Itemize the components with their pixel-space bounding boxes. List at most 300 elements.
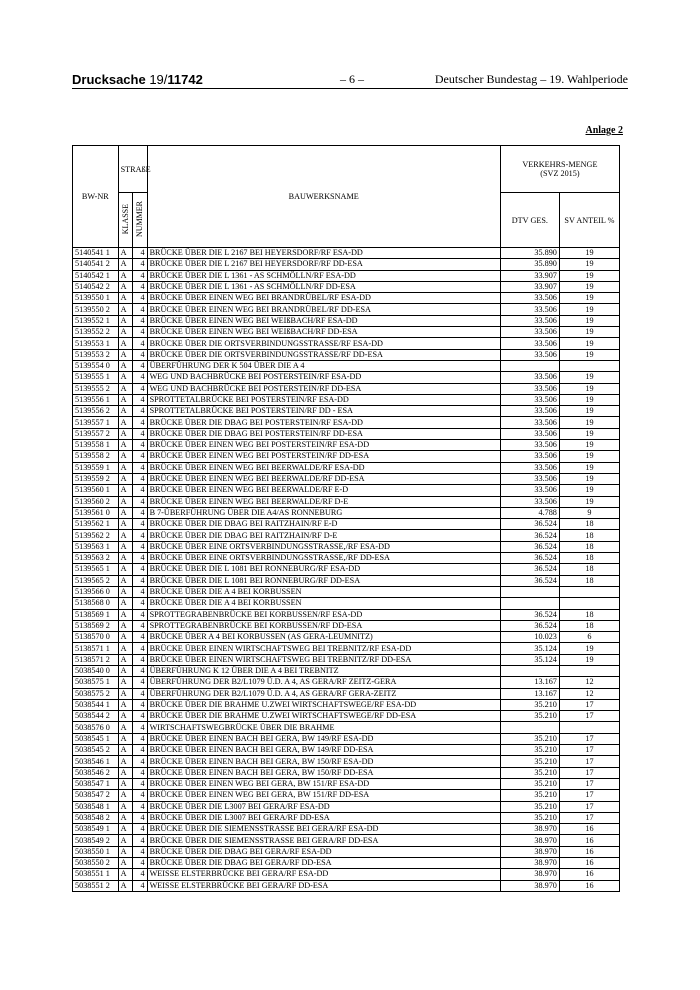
klasse-cell: A xyxy=(118,824,133,835)
dtv-cell: 36.524 xyxy=(500,564,559,575)
table-row xyxy=(73,801,620,812)
dtv-cell: 10.023 xyxy=(500,632,559,643)
bauwerksname-cell: ÜBERFÜHRUNG DER B2/L1079 Ü.D. A 4, AS GERA/RF GERA-ZEITZ xyxy=(147,688,500,699)
bw-nr-cell: 5139561 0 xyxy=(73,507,119,518)
dtv-cell: 33.506 xyxy=(500,383,559,394)
bw-nr-cell: 5139563 1 xyxy=(73,541,119,552)
klasse-cell: A xyxy=(118,519,133,530)
sv-anteil-cell: 19 xyxy=(559,654,619,665)
dtv-cell: 33.506 xyxy=(500,327,559,338)
sv-anteil-cell: 17 xyxy=(559,790,619,801)
table-row xyxy=(73,553,620,564)
bauwerksname-cell: BRÜCKE ÜBER DIE L 2167 BEI HEYERSDORF/RF DD-ESA xyxy=(147,259,500,270)
sv-anteil-cell: 19 xyxy=(559,643,619,654)
bw-nr-cell: 5139565 1 xyxy=(73,564,119,575)
table-row xyxy=(73,417,620,428)
bw-nr-cell: 5138569 2 xyxy=(73,620,119,631)
nummer-cell: 4 xyxy=(133,711,148,722)
header-rule xyxy=(72,88,628,89)
dtv-cell: 35.210 xyxy=(500,801,559,812)
nummer-cell: 4 xyxy=(133,349,148,360)
table-row xyxy=(73,620,620,631)
klasse-cell: A xyxy=(118,553,133,564)
bauwerksname-cell: ÜBERFÜHRUNG DER B2/L1079 Ü.D. A 4, AS GERA/RF ZEITZ-GERA xyxy=(147,677,500,688)
nummer-cell: 4 xyxy=(133,417,148,428)
klasse-cell: A xyxy=(118,417,133,428)
nummer-cell: 4 xyxy=(133,485,148,496)
nummer-cell: 4 xyxy=(133,259,148,270)
bauwerksname-cell: BRÜCKE ÜBER EINEN BACH BEI GERA, BW 149/RF ESA-DD xyxy=(147,733,500,744)
klasse-cell: A xyxy=(118,541,133,552)
bauwerksname-cell: BRÜCKE ÜBER EINEN WEG BEI POSTERSTEIN/RF ESA-DD xyxy=(147,440,500,451)
sv-anteil-cell: 19 xyxy=(559,440,619,451)
klasse-cell: A xyxy=(118,428,133,439)
klasse-cell: A xyxy=(118,801,133,812)
bw-nr-cell: 5139558 1 xyxy=(73,440,119,451)
nummer-cell: 4 xyxy=(133,880,148,891)
klasse-cell: A xyxy=(118,564,133,575)
nummer-cell: 4 xyxy=(133,315,148,326)
bauwerksname-cell: BRÜCKE ÜBER DIE L3007 BEI GERA/RF DD-ESA xyxy=(147,812,500,823)
klasse-cell: A xyxy=(118,270,133,281)
nummer-cell: 4 xyxy=(133,609,148,620)
bw-nr-cell: 5139550 1 xyxy=(73,293,119,304)
dtv-cell: 33.506 xyxy=(500,372,559,383)
nummer-cell: 4 xyxy=(133,756,148,767)
bw-nr-cell: 5038548 1 xyxy=(73,801,119,812)
dtv-cell: 33.506 xyxy=(500,417,559,428)
bauwerksname-cell: BRÜCKE ÜBER EINEN WEG BEI WEIßBACH/RF ESA-DD xyxy=(147,315,500,326)
bauwerksname-cell: BRÜCKE ÜBER EINEN WEG BEI BRANDRÜBEL/RF ESA-DD xyxy=(147,293,500,304)
sv-anteil-cell: 19 xyxy=(559,338,619,349)
klasse-cell: A xyxy=(118,440,133,451)
header-klasse-label: KLASSE xyxy=(120,203,130,235)
bauwerksname-cell: WEISSE ELSTERBRÜCKE BEI GERA/RF ESA-DD xyxy=(147,869,500,880)
bw-nr-cell: 5038544 1 xyxy=(73,699,119,710)
table-row xyxy=(73,304,620,315)
sv-anteil-cell: 16 xyxy=(559,858,619,869)
nummer-cell: 4 xyxy=(133,812,148,823)
table-row xyxy=(73,473,620,484)
bauwerksname-cell: BRÜCKE ÜBER EINEN WEG BEI GERA, BW 151/RF ESA-DD xyxy=(147,778,500,789)
bauwerksname-cell: BRÜCKE ÜBER DIE L 1361 - AS SCHMÖLLN/RF ESA-DD xyxy=(147,270,500,281)
header-verkehrsmenge xyxy=(500,146,619,193)
table-row xyxy=(73,835,620,846)
dtv-cell: 33.506 xyxy=(500,293,559,304)
table-row xyxy=(73,360,620,371)
bw-nr-cell: 5138571 2 xyxy=(73,654,119,665)
bw-nr-cell: 5139559 2 xyxy=(73,473,119,484)
klasse-cell: A xyxy=(118,733,133,744)
dtv-cell: 35.890 xyxy=(500,259,559,270)
bauwerksname-cell: BRÜCKE ÜBER DIE SIEMENSSTRASSE BEI GERA/RF ESA-DD xyxy=(147,824,500,835)
sv-anteil-cell: 18 xyxy=(559,553,619,564)
bw-nr-cell: 5139559 1 xyxy=(73,462,119,473)
table-row xyxy=(73,530,620,541)
bauwerksname-cell: BRÜCKE ÜBER EINEN WEG BEI BEERWALDE/RF D-E xyxy=(147,496,500,507)
bridge-table xyxy=(72,145,620,892)
nummer-cell: 4 xyxy=(133,360,148,371)
table-row xyxy=(73,496,620,507)
table-row xyxy=(73,722,620,733)
klasse-cell: A xyxy=(118,767,133,778)
table-row xyxy=(73,778,620,789)
dtv-cell: 33.506 xyxy=(500,406,559,417)
klasse-cell: A xyxy=(118,496,133,507)
bw-nr-cell: 5139555 2 xyxy=(73,383,119,394)
bauwerksname-cell: BRÜCKE ÜBER EINEN BACH BEI GERA, BW 149/RF DD-ESA xyxy=(147,745,500,756)
sv-anteil-cell: 19 xyxy=(559,485,619,496)
nummer-cell: 4 xyxy=(133,248,148,259)
klasse-cell: A xyxy=(118,778,133,789)
bauwerksname-cell: WIRTSCHAFTSWEGBRÜCKE ÜBER DIE BRAHME xyxy=(147,722,500,733)
nummer-cell: 4 xyxy=(133,304,148,315)
table-row xyxy=(73,643,620,654)
klasse-cell: A xyxy=(118,327,133,338)
bw-nr-cell: 5038551 1 xyxy=(73,869,119,880)
klasse-cell: A xyxy=(118,406,133,417)
dtv-cell: 35.210 xyxy=(500,711,559,722)
klasse-cell: A xyxy=(118,315,133,326)
table-row xyxy=(73,564,620,575)
klasse-cell: A xyxy=(118,281,133,292)
klasse-cell: A xyxy=(118,586,133,597)
table-row xyxy=(73,519,620,530)
bw-nr-cell: 5139550 2 xyxy=(73,304,119,315)
nummer-cell: 4 xyxy=(133,745,148,756)
dtv-cell: 36.524 xyxy=(500,530,559,541)
doc-prefix: Drucksache xyxy=(72,72,150,87)
table-row xyxy=(73,541,620,552)
table-row xyxy=(73,880,620,891)
dtv-cell: 35.890 xyxy=(500,248,559,259)
sv-anteil-cell: 19 xyxy=(559,372,619,383)
table-row xyxy=(73,733,620,744)
table-row xyxy=(73,575,620,586)
bauwerksname-cell: BRÜCKE ÜBER EINEN WEG BEI BEERWALDE/RF DD-ESA xyxy=(147,473,500,484)
header-sv: SV ANTEIL % xyxy=(559,193,619,248)
dtv-cell: 38.970 xyxy=(500,846,559,857)
bw-nr-cell: 5139560 1 xyxy=(73,485,119,496)
dtv-cell: 35.210 xyxy=(500,812,559,823)
nummer-cell: 4 xyxy=(133,586,148,597)
nummer-cell: 4 xyxy=(133,869,148,880)
bauwerksname-cell: ÜBERFÜHRUNG K 12 ÜBER DIE A 4 BEI TREBNITZ xyxy=(147,665,500,676)
dtv-cell xyxy=(500,598,559,609)
bw-nr-cell: 5140541 2 xyxy=(73,259,119,270)
dtv-cell: 35.210 xyxy=(500,699,559,710)
klasse-cell: A xyxy=(118,756,133,767)
sv-anteil-cell: 19 xyxy=(559,473,619,484)
bw-nr-cell: 5038575 1 xyxy=(73,677,119,688)
bauwerksname-cell: BRÜCKE ÜBER EINEN WEG BEI WEIßBACH/RF DD-ESA xyxy=(147,327,500,338)
bauwerksname-cell: BRÜCKE ÜBER DIE DBAG BEI POSTERSTEIN/RF DD-ESA xyxy=(147,428,500,439)
bauwerksname-cell: BRÜCKE ÜBER EINE ORTSVERBINDUNGSSTRASSE,/RF DD-ESA xyxy=(147,553,500,564)
nummer-cell: 4 xyxy=(133,462,148,473)
klasse-cell: A xyxy=(118,349,133,360)
dtv-cell: 38.970 xyxy=(500,835,559,846)
dtv-cell: 35.210 xyxy=(500,790,559,801)
sv-anteil-cell xyxy=(559,598,619,609)
sv-anteil-cell: 19 xyxy=(559,462,619,473)
bauwerksname-cell: BRÜCKE ÜBER DIE DBAG BEI RAITZHAIN/RF E-D xyxy=(147,519,500,530)
dtv-cell: 38.970 xyxy=(500,858,559,869)
table-row xyxy=(73,756,620,767)
header-dtv: DTV GES. xyxy=(500,193,559,248)
dtv-cell: 36.524 xyxy=(500,575,559,586)
dtv-cell xyxy=(500,360,559,371)
table-row xyxy=(73,598,620,609)
bauwerksname-cell: BRÜCKE ÜBER EINEN BACH BEI GERA, BW 150/RF ESA-DD xyxy=(147,756,500,767)
bw-nr-cell: 5139565 2 xyxy=(73,575,119,586)
dtv-cell: 13.167 xyxy=(500,688,559,699)
table-row xyxy=(73,428,620,439)
dtv-cell: 33.907 xyxy=(500,281,559,292)
sv-anteil-cell: 19 xyxy=(559,451,619,462)
table-row xyxy=(73,259,620,270)
bw-nr-cell: 5140542 1 xyxy=(73,270,119,281)
sv-anteil-cell: 19 xyxy=(559,315,619,326)
table-row xyxy=(73,451,620,462)
bauwerksname-cell: BRÜCKE ÜBER DIE DBAG BEI RAITZHAIN/RF D-E xyxy=(147,530,500,541)
table-row xyxy=(73,677,620,688)
klasse-cell: A xyxy=(118,304,133,315)
bw-nr-cell: 5038540 0 xyxy=(73,665,119,676)
bauwerksname-cell: BRÜCKE ÜBER EINEN BACH BEI GERA, BW 150/RF DD-ESA xyxy=(147,767,500,778)
klasse-cell: A xyxy=(118,722,133,733)
klasse-cell: A xyxy=(118,473,133,484)
dtv-cell: 33.506 xyxy=(500,315,559,326)
dtv-cell: 33.506 xyxy=(500,451,559,462)
bw-nr-cell: 5038550 1 xyxy=(73,846,119,857)
bauwerksname-cell: BRÜCKE ÜBER EINEN WIRTSCHAFTSWEG BEI TREBNITZ/RF DD-ESA xyxy=(147,654,500,665)
bauwerksname-cell: BRÜCKE ÜBER EINEN WEG BEI BRANDRÜBEL/RF DD-ESA xyxy=(147,304,500,315)
dtv-cell: 36.524 xyxy=(500,553,559,564)
nummer-cell: 4 xyxy=(133,688,148,699)
bw-nr-cell: 5139562 1 xyxy=(73,519,119,530)
table-body xyxy=(73,248,620,892)
nummer-cell: 4 xyxy=(133,496,148,507)
table-row xyxy=(73,293,620,304)
bauwerksname-cell: BRÜCKE ÜBER DIE DBAG BEI GERA/RF ESA-DD xyxy=(147,846,500,857)
nummer-cell: 4 xyxy=(133,428,148,439)
nummer-cell: 4 xyxy=(133,553,148,564)
bw-nr-cell: 5038549 2 xyxy=(73,835,119,846)
nummer-cell: 4 xyxy=(133,519,148,530)
table-row xyxy=(73,315,620,326)
sv-anteil-cell: 12 xyxy=(559,677,619,688)
dtv-cell: 33.506 xyxy=(500,462,559,473)
table-row xyxy=(73,688,620,699)
bw-nr-cell: 5140542 2 xyxy=(73,281,119,292)
dtv-cell: 33.506 xyxy=(500,496,559,507)
sv-anteil-cell: 18 xyxy=(559,620,619,631)
dtv-cell: 36.524 xyxy=(500,620,559,631)
dtv-cell: 33.506 xyxy=(500,349,559,360)
nummer-cell: 4 xyxy=(133,406,148,417)
nummer-cell: 4 xyxy=(133,654,148,665)
anlage-label: Anlage 2 xyxy=(585,125,623,136)
bw-nr-cell: 5139558 2 xyxy=(73,451,119,462)
bw-nr-cell: 5139557 2 xyxy=(73,428,119,439)
bw-nr-cell: 5138571 1 xyxy=(73,643,119,654)
klasse-cell: A xyxy=(118,643,133,654)
sv-anteil-cell: 17 xyxy=(559,767,619,778)
bw-nr-cell: 5139556 1 xyxy=(73,394,119,405)
sv-anteil-cell: 19 xyxy=(559,349,619,360)
table-row xyxy=(73,699,620,710)
dtv-cell: 35.210 xyxy=(500,767,559,778)
klasse-cell: A xyxy=(118,745,133,756)
dtv-cell: 33.506 xyxy=(500,394,559,405)
bw-nr-cell: 5139554 0 xyxy=(73,360,119,371)
page-number: – 6 – xyxy=(340,72,364,86)
dtv-cell: 35.124 xyxy=(500,654,559,665)
bauwerksname-cell: BRÜCKE ÜBER EINEN WEG BEI BEERWALDE/RF ESA-DD xyxy=(147,462,500,473)
klasse-cell: A xyxy=(118,620,133,631)
dtv-cell: 38.970 xyxy=(500,880,559,891)
header-nummer-label: NUMMER xyxy=(135,200,145,237)
table-row xyxy=(73,440,620,451)
klasse-cell: A xyxy=(118,360,133,371)
sv-anteil-cell: 17 xyxy=(559,812,619,823)
table-row xyxy=(73,609,620,620)
bauwerksname-cell: BRÜCKE ÜBER DIE DBAG BEI POSTERSTEIN/RF ESA-DD xyxy=(147,417,500,428)
table-row xyxy=(73,824,620,835)
table-row xyxy=(73,711,620,722)
sv-anteil-cell: 17 xyxy=(559,756,619,767)
nummer-cell: 4 xyxy=(133,473,148,484)
table-row xyxy=(73,632,620,643)
bauwerksname-cell: SPROTTETALBRÜCKE BEI POSTERSTEIN/RF DD - ESA xyxy=(147,406,500,417)
klasse-cell: A xyxy=(118,677,133,688)
dtv-cell: 38.970 xyxy=(500,824,559,835)
table-row xyxy=(73,485,620,496)
sv-anteil-cell: 16 xyxy=(559,824,619,835)
header-klasse xyxy=(118,193,133,248)
klasse-cell: A xyxy=(118,338,133,349)
klasse-cell: A xyxy=(118,699,133,710)
table-row xyxy=(73,406,620,417)
sv-anteil-cell: 19 xyxy=(559,496,619,507)
header-strasse: STRAßE xyxy=(118,146,147,193)
dtv-cell: 33.506 xyxy=(500,440,559,451)
bauwerksname-cell: SPROTTETALBRÜCKE BEI POSTERSTEIN/RF ESA-DD xyxy=(147,394,500,405)
table-row xyxy=(73,383,620,394)
bw-nr-cell: 5139557 1 xyxy=(73,417,119,428)
dtv-cell: 13.167 xyxy=(500,677,559,688)
bauwerksname-cell: SPROTTEGRABENBRÜCKE BEI KORBUSSEN/RF DD-ESA xyxy=(147,620,500,631)
bw-nr-cell: 5038551 2 xyxy=(73,880,119,891)
bauwerksname-cell: WEG UND BACHBRÜCKE BEI POSTERSTEIN/RF DD-ESA xyxy=(147,383,500,394)
sv-anteil-cell: 19 xyxy=(559,270,619,281)
parliament-period: Deutscher Bundestag – 19. Wahlperiode xyxy=(434,72,628,86)
dtv-cell xyxy=(500,586,559,597)
dtv-cell xyxy=(500,665,559,676)
table-row xyxy=(73,270,620,281)
bw-nr-cell: 5038549 1 xyxy=(73,824,119,835)
bw-nr-cell: 5139552 1 xyxy=(73,315,119,326)
klasse-cell: A xyxy=(118,394,133,405)
bauwerksname-cell: BRÜCKE ÜBER DIE L 1361 - AS SCHMÖLLN/RF DD-ESA xyxy=(147,281,500,292)
bw-nr-cell: 5140541 1 xyxy=(73,248,119,259)
nummer-cell: 4 xyxy=(133,643,148,654)
nummer-cell: 4 xyxy=(133,575,148,586)
klasse-cell: A xyxy=(118,248,133,259)
dtv-cell xyxy=(500,722,559,733)
header-verkehrsmenge-title: VERKEHRS-MENGE xyxy=(522,160,598,169)
table-row xyxy=(73,812,620,823)
sv-anteil-cell: 19 xyxy=(559,304,619,315)
bw-nr-cell: 5138570 0 xyxy=(73,632,119,643)
table-row xyxy=(73,858,620,869)
bw-nr-cell: 5038548 2 xyxy=(73,812,119,823)
sv-anteil-cell: 17 xyxy=(559,745,619,756)
bauwerksname-cell: BRÜCKE ÜBER DIE DBAG BEI GERA/RF DD-ESA xyxy=(147,858,500,869)
nummer-cell: 4 xyxy=(133,677,148,688)
dtv-cell: 4.788 xyxy=(500,507,559,518)
bauwerksname-cell: BRÜCKE ÜBER EINEN WEG BEI GERA, BW 151/RF DD-ESA xyxy=(147,790,500,801)
bw-nr-cell: 5139552 2 xyxy=(73,327,119,338)
dtv-cell: 33.506 xyxy=(500,338,559,349)
sv-anteil-cell: 19 xyxy=(559,417,619,428)
sv-anteil-cell: 19 xyxy=(559,293,619,304)
dtv-cell: 35.210 xyxy=(500,745,559,756)
bauwerksname-cell: BRÜCKE ÜBER DIE L3007 BEI GERA/RF ESA-DD xyxy=(147,801,500,812)
sv-anteil-cell: 18 xyxy=(559,564,619,575)
header-bauwerksname: BAUWERKSNAME xyxy=(147,146,500,248)
sv-anteil-cell: 9 xyxy=(559,507,619,518)
doc-number: 11742 xyxy=(167,72,203,87)
table-row xyxy=(73,790,620,801)
bauwerksname-cell: WEG UND BACHBRÜCKE BEI POSTERSTEIN/RF ESA-DD xyxy=(147,372,500,383)
sv-anteil-cell: 19 xyxy=(559,259,619,270)
table-row xyxy=(73,327,620,338)
sv-anteil-cell: 17 xyxy=(559,778,619,789)
bauwerksname-cell: WEISSE ELSTERBRÜCKE BEI GERA/RF DD-ESA xyxy=(147,880,500,891)
klasse-cell: A xyxy=(118,790,133,801)
bw-nr-cell: 5038545 2 xyxy=(73,745,119,756)
bauwerksname-cell: BRÜCKE ÜBER A 4 BEI KORBUSSEN (AS GERA-LEUMNITZ) xyxy=(147,632,500,643)
nummer-cell: 4 xyxy=(133,846,148,857)
dtv-cell: 35.210 xyxy=(500,756,559,767)
nummer-cell: 4 xyxy=(133,778,148,789)
nummer-cell: 4 xyxy=(133,598,148,609)
nummer-cell: 4 xyxy=(133,541,148,552)
table-row xyxy=(73,767,620,778)
nummer-cell: 4 xyxy=(133,801,148,812)
table-row xyxy=(73,248,620,259)
header-svz: (SVZ 2015) xyxy=(540,169,580,178)
table-row xyxy=(73,338,620,349)
klasse-cell: A xyxy=(118,372,133,383)
sv-anteil-cell xyxy=(559,360,619,371)
sv-anteil-cell: 19 xyxy=(559,394,619,405)
sv-anteil-cell: 19 xyxy=(559,248,619,259)
sv-anteil-cell: 18 xyxy=(559,575,619,586)
bw-nr-cell: 5038547 2 xyxy=(73,790,119,801)
table-row xyxy=(73,372,620,383)
bw-nr-cell: 5139553 2 xyxy=(73,349,119,360)
klasse-cell: A xyxy=(118,462,133,473)
sv-anteil-cell: 19 xyxy=(559,281,619,292)
bauwerksname-cell: BRÜCKE ÜBER DIE L 2167 BEI HEYERSDORF/RF ESA-DD xyxy=(147,248,500,259)
bw-nr-cell: 5139553 1 xyxy=(73,338,119,349)
sv-anteil-cell: 12 xyxy=(559,688,619,699)
nummer-cell: 4 xyxy=(133,270,148,281)
bauwerksname-cell: BRÜCKE ÜBER DIE BRAHME U.ZWEI WIRTSCHAFTSWEGE/RF DD-ESA xyxy=(147,711,500,722)
table-row xyxy=(73,745,620,756)
